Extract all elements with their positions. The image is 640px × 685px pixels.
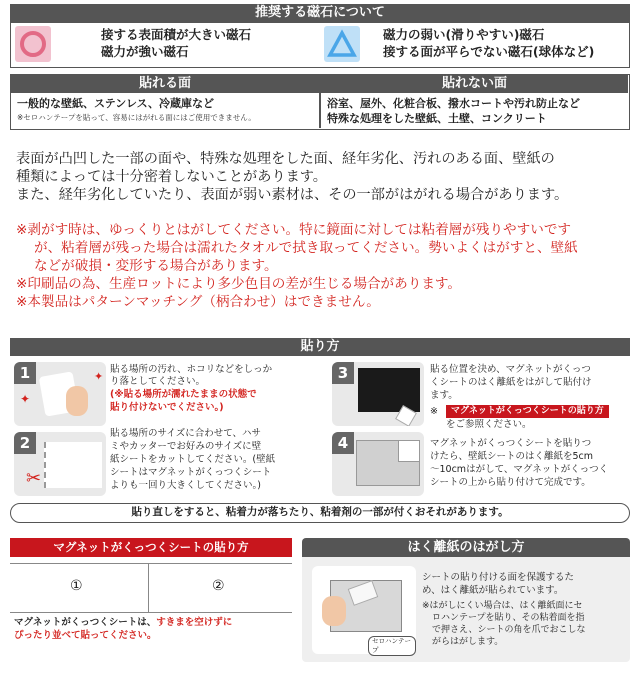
step4-text-2: けたら、壁紙シートのはく離紙を5cm xyxy=(430,451,594,462)
ng-surface-header: 貼れない面 xyxy=(321,75,628,93)
magnet-sheet-diagram xyxy=(10,563,292,613)
ok-surface-header: 貼れる面 xyxy=(11,75,319,93)
step3-ref-mark: ※ xyxy=(430,406,438,417)
cellophane-tape-label: セロハンテープ xyxy=(368,636,416,656)
warning-2: ※印刷品の為、生産ロットにより多少色目の差が生じる場合があります。 xyxy=(16,276,462,292)
notice-line-2: 種類によっては十分密着しないことがあります。 xyxy=(16,169,327,185)
step2-text-4: シートはマグネットがくっつくシート xyxy=(110,467,272,478)
bad-text-2: 接する面が平らでない磁石(球体など) xyxy=(383,44,595,59)
ok-surface-text: 一般的な壁紙、ステンレス、冷蔵庫など xyxy=(17,97,214,110)
magnet-sheet-note-1b: すきまを空けずに xyxy=(156,617,233,628)
step1-red-2: 貼り付けないでください。) xyxy=(110,402,224,413)
step3-number: 3 xyxy=(332,362,354,384)
step3-illustration xyxy=(332,362,424,426)
step3-ref-text: をご参照ください。 xyxy=(446,419,532,430)
ng-surface-text-1: 浴室、屋外、化粧合板、撥水コートや汚れ防止など xyxy=(327,97,580,110)
step2-illustration xyxy=(14,432,106,496)
step2-text-2: ミやカッターでお好みのサイズに壁 xyxy=(110,441,262,452)
bad-text-1: 磁力の弱い(滑りやすい)磁石 xyxy=(383,27,545,42)
release-paper-text-2: め、はく離紙が貼られています。 xyxy=(422,585,564,596)
step4-illustration xyxy=(332,432,424,496)
magnet-sheet-panel-2: ② xyxy=(212,578,225,594)
step1-text-2: り落としてください。 xyxy=(110,376,206,387)
step1-illustration: 1 ✦ ✦ xyxy=(14,362,106,426)
step4-number: 4 xyxy=(332,432,354,454)
warning-1-line-3: などが破損・変形する場合があります。 xyxy=(34,258,278,274)
notice-line-1: 表面が凸凹した一部の面や、特殊な処理をした面、経年劣化、汚れのある面、壁紙の xyxy=(16,151,555,167)
magnet-sheet-note-1a: マグネットがくっつくシートは、 xyxy=(14,617,157,628)
magnet-sheet-header: マグネットがくっつくシートの貼り方 xyxy=(10,538,292,557)
step1-red-1: (※貼る場所が濡れたままの状態で xyxy=(110,389,257,400)
release-paper-note-4: がらはがします。 xyxy=(432,637,504,647)
warning-1-line-2: が、粘着層が残った場合は濡れたタオルで拭き取ってください。勢いよくはがすと、壁紙 xyxy=(34,240,578,256)
release-paper-note-2: ロハンテープを貼り、その粘着面を指 xyxy=(432,613,585,623)
step2-text-3: 紙シートをカットしてください。(壁紙 xyxy=(110,454,276,465)
reapply-caution xyxy=(10,503,630,523)
step3-text-1: 貼る位置を決め、マグネットがくっつ xyxy=(430,364,591,375)
step2-number: 2 xyxy=(14,432,36,454)
surfaces-table xyxy=(10,74,630,130)
release-paper-illustration xyxy=(312,566,416,654)
step4-text-1: マグネットがくっつくシートを貼りつ xyxy=(430,438,592,449)
good-text-1: 接する表面積が大きい磁石 xyxy=(101,27,252,42)
step2-text-5: よりも一回り大きくしてください。) xyxy=(110,480,261,491)
notice-line-3: また、経年劣化していたり、表面が弱い素材は、その一部がはがれる場合があります。 xyxy=(16,187,569,203)
release-paper-panel xyxy=(302,538,630,662)
release-paper-header: はく離紙のはがし方 xyxy=(302,538,630,557)
magnet-recommend-header: 推奨する磁石について xyxy=(10,4,630,22)
howto-header: 貼り方 xyxy=(10,338,630,356)
step3-text-2: くシートのはく離紙をはがして貼付け xyxy=(430,377,592,388)
bad-mark-icon xyxy=(324,26,360,62)
step2-text-1: 貼る場所のサイズに合わせて、ハサ xyxy=(110,428,262,439)
step4-text-3: 〜10cmはがして、マグネットがくっつく xyxy=(430,464,609,475)
step1-text-1: 貼る場所の汚れ、ホコリなどをしっか xyxy=(110,364,273,375)
step3-ref-badge: マグネットがくっつくシートの貼り方 xyxy=(446,405,609,418)
ok-surface-note: ※セロハンテープを貼って、容易にはがれる面にはご使用できません。 xyxy=(17,113,256,122)
magnet-sheet-note-1 xyxy=(14,617,232,629)
good-text-2: 磁力が強い磁石 xyxy=(101,44,189,59)
release-paper-note-3: で押さえ、シートの角を爪でおこしな xyxy=(432,625,586,635)
release-paper-text-1: シートの貼り付ける面を保護するた xyxy=(422,572,575,583)
magnet-recommend-box xyxy=(10,22,630,68)
release-paper-note-1: ※はがしにくい場合は、はく離紙面にセ xyxy=(422,601,583,611)
ng-surface-text-2: 特殊な処理をした壁紙、土壁、コンクリート xyxy=(327,112,547,125)
step4-text-4: シートの上から貼り付けて完成です。 xyxy=(430,477,591,488)
warning-3: ※本製品はパターンマッチング（柄合わせ）はできません。 xyxy=(16,294,380,310)
good-mark-icon xyxy=(15,26,51,62)
step3-text-3: ます。 xyxy=(430,390,458,401)
scissors-icon: ✂ xyxy=(26,468,42,489)
magnet-sheet-note-2: ぴったり並べて貼ってください。 xyxy=(14,630,157,641)
reapply-caution-text: 貼り直しをすると、粘着力が落ちたり、粘着剤の一部が付くおそれがあります。 xyxy=(131,506,509,518)
warning-1-line-1: ※剥がす時は、ゆっくりとはがしてください。特に鏡面に対しては粘着層が残りやすいです xyxy=(16,222,572,238)
step1-number: 1 xyxy=(14,362,36,384)
magnet-sheet-panel-1: ① xyxy=(70,578,83,594)
